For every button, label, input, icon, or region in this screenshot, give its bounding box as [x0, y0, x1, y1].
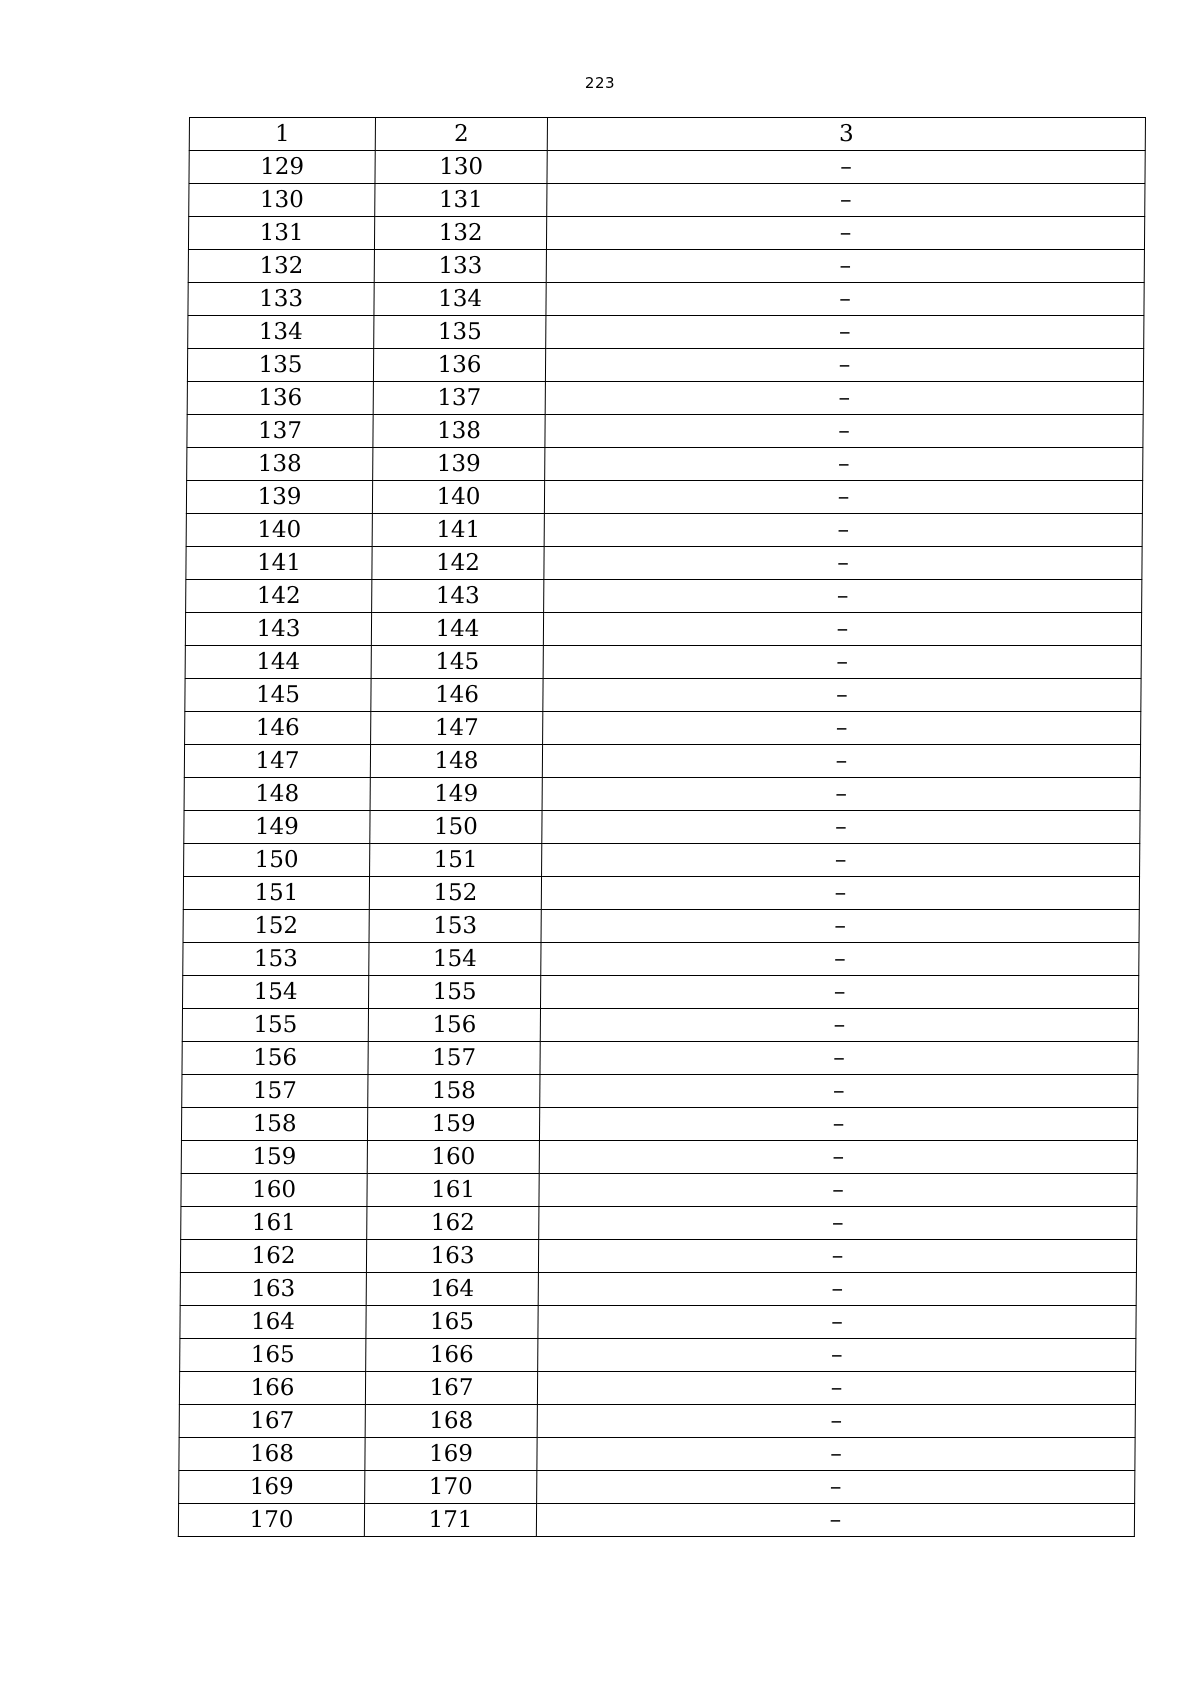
- table-cell-col3: –: [547, 151, 1145, 184]
- table-row: [181, 1141, 1137, 1174]
- table-cell-col2: 141: [372, 514, 544, 547]
- table-row: [183, 910, 1139, 943]
- table-cell-col2: 142: [372, 547, 544, 580]
- header-row: [189, 118, 1145, 151]
- table-cell-col3: –: [537, 1372, 1135, 1405]
- table-cell-col3: –: [546, 283, 1144, 316]
- table-cell-col3: –: [539, 1108, 1137, 1141]
- table-cell-col1: 137: [187, 415, 373, 448]
- table-cell-col1: 135: [187, 349, 373, 382]
- header-cell-1: 1: [189, 118, 375, 151]
- table-cell-col3: –: [541, 910, 1139, 943]
- table-cell-col2: 155: [368, 976, 540, 1009]
- table-cell-col2: 134: [374, 283, 546, 316]
- table-row: [178, 1504, 1134, 1537]
- table-cell-col2: 130: [375, 151, 547, 184]
- table-row: [179, 1438, 1135, 1471]
- table-cell-col3: –: [542, 844, 1140, 877]
- table-cell-col3: –: [538, 1240, 1136, 1273]
- header-cell-3: 3: [547, 118, 1145, 151]
- table-cell-col1: 165: [180, 1339, 366, 1372]
- table-row: [180, 1339, 1136, 1372]
- table-cell-col2: 169: [365, 1438, 537, 1471]
- table-cell-col3: –: [537, 1405, 1135, 1438]
- table-cell-col3: –: [544, 580, 1142, 613]
- table-cell-col1: 167: [179, 1405, 365, 1438]
- table-row: [181, 1108, 1137, 1141]
- table-cell-col3: –: [537, 1438, 1135, 1471]
- table-row: [187, 415, 1143, 448]
- table-row: [189, 151, 1145, 184]
- table-row: [184, 745, 1140, 778]
- table-cell-col2: 163: [366, 1240, 538, 1273]
- table-row: [179, 1405, 1135, 1438]
- table-cell-col2: 154: [369, 943, 541, 976]
- table-cell-col3: –: [543, 712, 1141, 745]
- table-cell-col2: 140: [372, 481, 544, 514]
- table-cell-col3: –: [538, 1339, 1136, 1372]
- table-cell-col1: 146: [185, 712, 371, 745]
- table-row: [186, 547, 1142, 580]
- table-row: [186, 514, 1142, 547]
- table-cell-col2: 139: [373, 448, 545, 481]
- table-cell-col3: –: [540, 976, 1138, 1009]
- table-cell-col2: 137: [373, 382, 545, 415]
- table-cell-col3: –: [546, 316, 1144, 349]
- table-cell-col1: 134: [188, 316, 374, 349]
- table-cell-col1: 132: [188, 250, 374, 283]
- table-cell-col3: –: [541, 943, 1139, 976]
- table-cell-col2: 157: [368, 1042, 540, 1075]
- table-cell-col2: 160: [367, 1141, 539, 1174]
- table-cell-col2: 148: [370, 745, 542, 778]
- table-cell-col2: 149: [370, 778, 542, 811]
- table-row: [182, 1042, 1138, 1075]
- table-row: [184, 778, 1140, 811]
- table-cell-col3: –: [541, 877, 1139, 910]
- table-row: [185, 712, 1141, 745]
- table-cell-col3: –: [543, 613, 1141, 646]
- table-row: [186, 580, 1142, 613]
- table-cell-col1: 152: [183, 910, 369, 943]
- table-cell-col2: 156: [368, 1009, 540, 1042]
- table-cell-col2: 153: [369, 910, 541, 943]
- table-cell-col1: 131: [188, 217, 374, 250]
- table-cell-col3: –: [545, 382, 1143, 415]
- table-cell-col1: 153: [183, 943, 369, 976]
- table-cell-col1: 140: [186, 514, 372, 547]
- table-cell-col1: 141: [186, 547, 372, 580]
- table-cell-col3: –: [542, 745, 1140, 778]
- table-cell-col2: 131: [375, 184, 547, 217]
- table-cell-col1: 151: [183, 877, 369, 910]
- table-cell-col3: –: [540, 1075, 1138, 1108]
- table-row: [183, 943, 1139, 976]
- table-row: [180, 1240, 1136, 1273]
- table-row: [183, 877, 1139, 910]
- table-cell-col2: 135: [374, 316, 546, 349]
- table-cell-col1: 170: [178, 1504, 364, 1537]
- table-cell-col2: 159: [367, 1108, 539, 1141]
- table-cell-col1: 158: [181, 1108, 367, 1141]
- table-cell-col1: 169: [179, 1471, 365, 1504]
- table-row: [188, 283, 1144, 316]
- table-cell-col2: 147: [371, 712, 543, 745]
- table-cell-col3: –: [537, 1471, 1135, 1504]
- table-cell-col2: 168: [365, 1405, 537, 1438]
- table-cell-col1: 156: [182, 1042, 368, 1075]
- table-cell-col1: 154: [182, 976, 368, 1009]
- table-row: [187, 448, 1143, 481]
- table-cell-col3: –: [547, 184, 1145, 217]
- table-cell-col2: 151: [370, 844, 542, 877]
- table-cell-col1: 136: [187, 382, 373, 415]
- table-cell-col1: 148: [184, 778, 370, 811]
- table-cell-col1: 145: [185, 679, 371, 712]
- table-cell-col3: –: [538, 1273, 1136, 1306]
- table-row: [188, 217, 1144, 250]
- table-row: [182, 1009, 1138, 1042]
- table-cell-col2: 138: [373, 415, 545, 448]
- table-cell-col1: 163: [180, 1273, 366, 1306]
- table-cell-col2: 132: [374, 217, 546, 250]
- table-row: [184, 811, 1140, 844]
- table-cell-col3: –: [545, 349, 1143, 382]
- table-cell-col2: 143: [372, 580, 544, 613]
- table-cell-col3: –: [540, 1042, 1138, 1075]
- table-cell-col2: 161: [367, 1174, 539, 1207]
- table-cell-col2: 167: [365, 1372, 537, 1405]
- table-row: [187, 349, 1143, 382]
- table-cell-col1: 164: [180, 1306, 366, 1339]
- table-cell-col1: 143: [185, 613, 371, 646]
- table-row: [181, 1207, 1137, 1240]
- table-cell-col3: –: [539, 1207, 1137, 1240]
- table-row: [185, 613, 1141, 646]
- table-cell-col1: 139: [186, 481, 372, 514]
- table-cell-col1: 168: [179, 1438, 365, 1471]
- table-cell-col1: 162: [180, 1240, 366, 1273]
- table-cell-col3: –: [545, 448, 1143, 481]
- table-cell-col1: 142: [186, 580, 372, 613]
- header-cell-2: 2: [375, 118, 547, 151]
- table-row: [180, 1273, 1136, 1306]
- table-row: [188, 316, 1144, 349]
- table-cell-col3: –: [544, 481, 1142, 514]
- table-body: [178, 151, 1145, 1537]
- table-cell-col3: –: [546, 217, 1144, 250]
- table-cell-col2: 145: [371, 646, 543, 679]
- table-cell-col3: –: [544, 547, 1142, 580]
- table-row: [179, 1372, 1135, 1405]
- table-row: [185, 646, 1141, 679]
- table-cell-col3: –: [542, 778, 1140, 811]
- table-cell-col1: 166: [179, 1372, 365, 1405]
- table-cell-col1: 160: [181, 1174, 367, 1207]
- table-cell-col1: 150: [184, 844, 370, 877]
- table-row: [181, 1174, 1137, 1207]
- table-row: [184, 844, 1140, 877]
- table-cell-col2: 164: [366, 1273, 538, 1306]
- table-cell-col2: 146: [371, 679, 543, 712]
- table-cell-col2: 166: [366, 1339, 538, 1372]
- table-cell-col3: –: [539, 1141, 1137, 1174]
- table-cell-col1: 133: [188, 283, 374, 316]
- table-row: [186, 481, 1142, 514]
- table-cell-col2: 158: [368, 1075, 540, 1108]
- page-number: 223: [584, 74, 616, 92]
- table-row: [185, 679, 1141, 712]
- table-cell-col1: 129: [189, 151, 375, 184]
- table-cell-col3: –: [546, 250, 1144, 283]
- table-cell-col1: 155: [182, 1009, 368, 1042]
- table-row: [182, 976, 1138, 1009]
- table-cell-col3: –: [539, 1174, 1137, 1207]
- table-cell-col1: 161: [181, 1207, 367, 1240]
- table-row: [182, 1075, 1138, 1108]
- table-cell-col3: –: [544, 514, 1142, 547]
- table-header: [189, 118, 1145, 151]
- table-cell-col1: 157: [182, 1075, 368, 1108]
- table-cell-col2: 162: [367, 1207, 539, 1240]
- table-cell-col1: 149: [184, 811, 370, 844]
- table-cell-col3: –: [540, 1009, 1138, 1042]
- table-cell-col1: 138: [187, 448, 373, 481]
- table-cell-col2: 150: [370, 811, 542, 844]
- table-cell-col1: 144: [185, 646, 371, 679]
- data-table: [178, 117, 1146, 1537]
- table-cell-col3: –: [538, 1306, 1136, 1339]
- table-cell-col3: –: [542, 811, 1140, 844]
- table-cell-col2: 144: [371, 613, 543, 646]
- table-cell-col1: 147: [184, 745, 370, 778]
- table-row: [188, 250, 1144, 283]
- table-row: [189, 184, 1145, 217]
- table-row: [187, 382, 1143, 415]
- table-cell-col3: –: [543, 646, 1141, 679]
- table-cell-col3: –: [536, 1504, 1134, 1537]
- table-cell-col2: 133: [374, 250, 546, 283]
- table-cell-col2: 171: [364, 1504, 536, 1537]
- table-cell-col2: 136: [373, 349, 545, 382]
- table-row: [179, 1471, 1135, 1504]
- table-cell-col2: 165: [366, 1306, 538, 1339]
- table-cell-col1: 159: [181, 1141, 367, 1174]
- table-cell-col2: 170: [365, 1471, 537, 1504]
- table-cell-col1: 130: [189, 184, 375, 217]
- table-cell-col3: –: [543, 679, 1141, 712]
- table-cell-col3: –: [545, 415, 1143, 448]
- table-row: [180, 1306, 1136, 1339]
- table-cell-col2: 152: [369, 877, 541, 910]
